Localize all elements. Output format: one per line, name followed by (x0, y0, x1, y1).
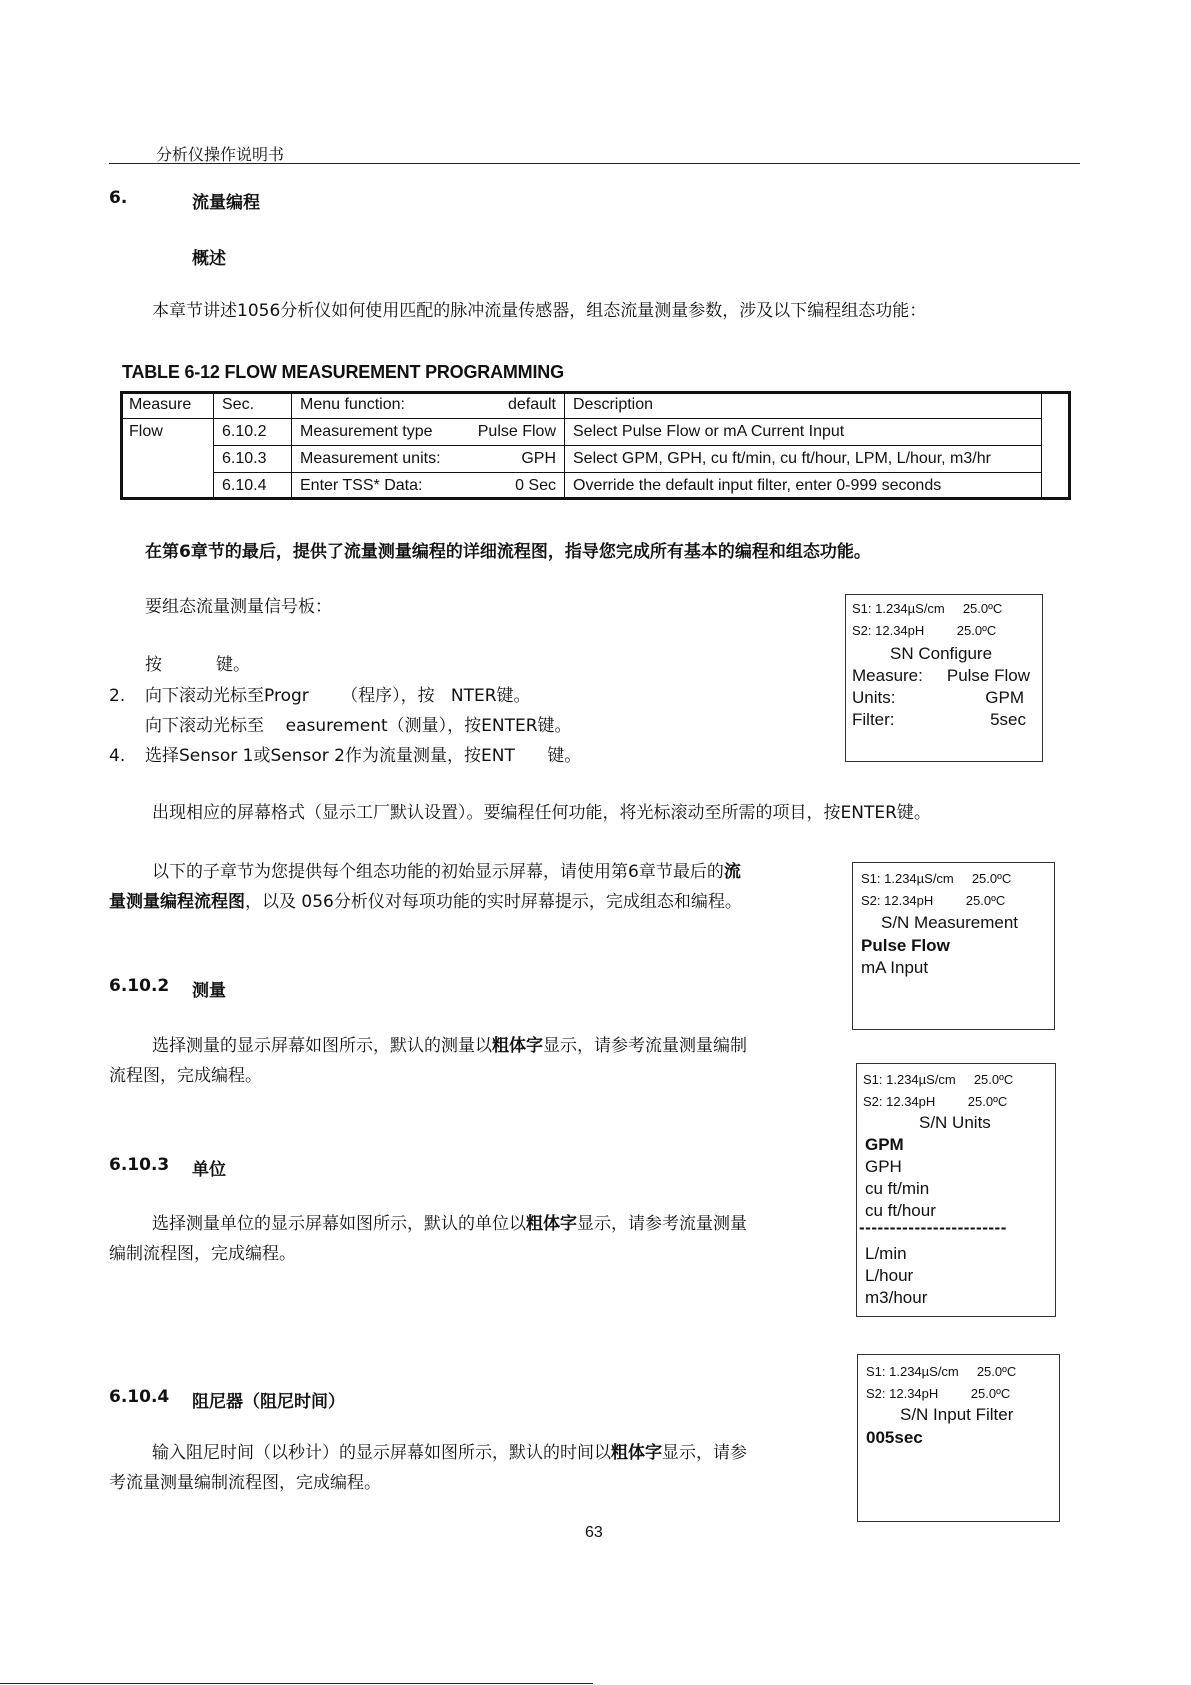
sec-cell: 6.10.4 (214, 473, 292, 500)
section-number: 6. (109, 188, 128, 208)
header-rule (109, 163, 1080, 164)
flowchart-note: 在第6章节的最后，提供了流量测量编程的详细流程图，指导您完成所有基本的编程和组态功能。 (145, 542, 871, 562)
step-4: 选择Sensor 1或Sensor 2作为流量测量，按ENT 键。 (145, 746, 582, 766)
sec-cell: 6.10.2 (214, 419, 292, 446)
subsection-intro-tail: ，以及 056分析仪对每项功能的实时屏幕提示，完成组态和编程。 (245, 892, 742, 912)
screen-title: SN Configure (890, 644, 993, 663)
para-text: 输入阻尼时间（以秒计）的显示屏幕如图所示，默认的时间以 (152, 1443, 611, 1463)
subsection-6104-line-1 (152, 1438, 747, 1469)
menu-cell: Measurement units: (292, 446, 467, 473)
screen-status-line-1: S1: 1.234µS/cm 25.0ºC (852, 601, 1003, 616)
screen-filter-value: 5sec (990, 710, 1026, 729)
page-number: 63 (585, 1524, 603, 1541)
section-subtitle: 概述 (192, 249, 226, 269)
col-default-header: default (466, 392, 565, 419)
running-header: 分析仪操作说明书 (156, 145, 285, 164)
screen-filter-default: 005sec (866, 1428, 923, 1447)
screen-measure-label: Measure: (852, 666, 923, 685)
screen-units (856, 1063, 1056, 1317)
intro-paragraph: 本章节讲述1056分析仪如何使用匹配的脉冲流量传感器，组态流量测量参数，涉及以下编程组态功能： (152, 301, 927, 321)
table-title: TABLE 6-12 FLOW MEASUREMENT PROGRAMMING (122, 362, 564, 382)
table-header-row (121, 392, 1042, 419)
subsection-6104-title: 阻尼器（阻尼时间） (192, 1392, 345, 1412)
screen-title: S/N Units (919, 1113, 991, 1132)
col-measure-header: Measure (121, 392, 214, 419)
table-row (121, 419, 1042, 446)
subsection-6102-line-1 (152, 1031, 747, 1062)
screen-title: S/N Input Filter (900, 1405, 1014, 1424)
para-text: 显示，请参考流量测量编制 (543, 1036, 747, 1056)
step-2: 向下滚动光标至Progr （程序），按 NTER键。 (145, 686, 531, 706)
sec-cell: 6.10.3 (214, 446, 292, 473)
footer-rule (0, 1683, 593, 1684)
col-sec-header: Sec. (214, 392, 292, 419)
col-menu-header: Menu function: (292, 392, 467, 419)
screen-unit: cu ft/min (865, 1179, 930, 1198)
col-desc-header: Description (565, 392, 1042, 419)
screen-option: mA Input (861, 958, 929, 977)
screen-filter-label: Filter: (852, 710, 895, 729)
screen-status-line-2: S2: 12.34pH 25.0ºC (861, 893, 1006, 908)
subsection-6104-line-2: 考流量测量编制流程图，完成编程。 (109, 1473, 381, 1493)
screen-unit: GPH (865, 1157, 902, 1176)
para-text: 选择测量的显示屏幕如图所示，默认的测量以 (152, 1036, 492, 1056)
step-4-number: 4. (109, 746, 126, 766)
screen-status-line-1: S1: 1.234µS/cm 25.0ºC (863, 1072, 1014, 1087)
default-cell: 0 Sec (466, 473, 565, 500)
subsection-intro-line-2 (109, 887, 742, 918)
step-1: 按 键。 (145, 655, 251, 675)
default-cell: Pulse Flow (466, 419, 565, 446)
screen-status-line-1: S1: 1.234µS/cm 25.0ºC (861, 871, 1012, 886)
subsection-intro-text: 以下的子章节为您提供每个组态功能的初始显示屏幕，请使用第6章节最后的 (152, 862, 724, 882)
screen-input-filter (857, 1354, 1060, 1522)
desc-cell: Override the default input filter, enter 0-999 seconds (565, 473, 1042, 500)
subsection-intro-line-1 (152, 857, 741, 888)
measure-cell: Flow (121, 419, 214, 500)
step-2-number: 2. (109, 686, 126, 706)
flowchart-reference: 量测量编程流程图 (109, 892, 245, 912)
subsection-6104-number: 6.10.4 (109, 1387, 170, 1407)
menu-cell: Enter TSS* Data: (292, 473, 467, 500)
para-bold: 粗体字 (492, 1036, 543, 1056)
screen-status-line-2: S2: 12.34pH 25.0ºC (852, 623, 997, 638)
para-text: 显示，请参考流量测量 (577, 1214, 747, 1234)
para-bold: 粗体字 (526, 1214, 577, 1234)
screen-option-default: Pulse Flow (861, 936, 950, 955)
screen-measurement (852, 862, 1055, 1030)
para-bold: 粗体字 (611, 1443, 662, 1463)
subsection-6102-title: 测量 (192, 981, 226, 1001)
screen-title: S/N Measurement (881, 913, 1018, 932)
screen-configure (845, 594, 1043, 762)
para-text: 选择测量单位的显示屏幕如图所示，默认的单位以 (152, 1214, 526, 1234)
subsection-6102-line-2: 流程图，完成编程。 (109, 1066, 262, 1086)
subsection-6103-number: 6.10.3 (109, 1155, 170, 1175)
subsection-6103-title: 单位 (192, 1160, 226, 1180)
screen-units-value: GPM (985, 688, 1024, 707)
subsection-intro-bold: 流 (723, 862, 741, 882)
screen-unit: L/min (865, 1244, 907, 1263)
screen-measure-value: Pulse Flow (946, 666, 1030, 685)
default-cell: GPH (466, 446, 565, 473)
subsection-6103-line-1 (152, 1209, 747, 1240)
screen-status-line-2: S2: 12.34pH 25.0ºC (863, 1094, 1008, 1109)
subsection-6102-number: 6.10.2 (109, 976, 170, 996)
steps-lead: 要组态流量测量信号板： (145, 597, 332, 617)
desc-cell: Select Pulse Flow or mA Current Input (565, 419, 1042, 446)
screen-unit-default: GPM (865, 1135, 904, 1154)
menu-cell: Measurement type (292, 419, 467, 446)
screen-status-line-1: S1: 1.234µS/cm 25.0ºC (866, 1364, 1017, 1379)
table-row (121, 446, 1042, 473)
screen-unit: cu ft/hour (865, 1201, 936, 1220)
screen-divider: ------------------------ (859, 1218, 1007, 1237)
screen-format-paragraph: 出现相应的屏幕格式（显示工厂默认设置）。要编程任何功能，将光标滚动至所需的项目，按ENTER键。 (152, 803, 931, 823)
desc-cell: Select GPM, GPH, cu ft/min, cu ft/hour, LPM, L/hour, m3/hr (565, 446, 1042, 473)
flow-programming-table (120, 391, 1042, 500)
step-3: 向下滚动光标至 easurement（测量），按ENTER键。 (145, 716, 572, 736)
section-title: 流量编程 (192, 193, 260, 213)
screen-unit: L/hour (865, 1266, 914, 1285)
subsection-6103-line-2: 编制流程图，完成编程。 (109, 1244, 296, 1264)
screen-status-line-2: S2: 12.34pH 25.0ºC (866, 1386, 1011, 1401)
screen-unit: m3/hour (865, 1288, 928, 1307)
para-text: 显示，请参 (662, 1443, 747, 1463)
table-row (121, 473, 1042, 500)
screen-units-label: Units: (852, 688, 896, 707)
